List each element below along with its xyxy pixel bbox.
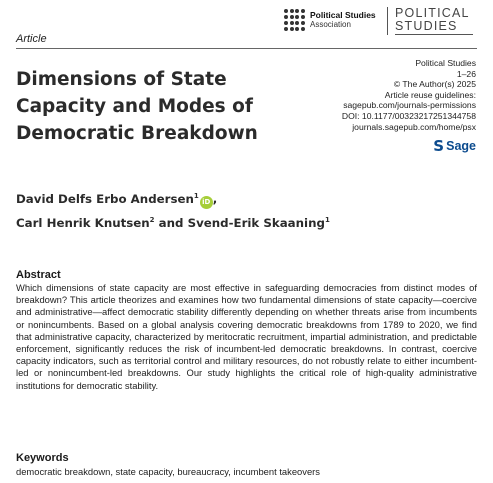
publisher-logo	[433, 137, 476, 155]
publisher-name: Sage	[446, 139, 476, 153]
header-divider	[16, 48, 477, 49]
association-name: Political Studies	[310, 10, 376, 20]
author-line-1: David Delfs Erbo Andersen$^1$iD ,	[16, 186, 330, 210]
orcid-icon[interactable]: iD	[200, 196, 213, 209]
article-type-label: Article	[16, 33, 47, 45]
meta-doi[interactable]: DOI: 10.1177/00323217251344758	[341, 110, 476, 121]
author-affiliation-mark: 1	[324, 215, 330, 224]
abstract-text: Which dimensions of state capacity are most effective in safeguarding democracies from distinct modes of breakdown? This article theorizes and examines how two fundamental dimensions of state capacity—coercive and administrative—affect democratic stability differently depending on whether threats arise from incumbents or nonincumbents. Based on a global analysis covering democratic breakdowns from 1789 to 2020, we find that administrative capacity, characterized by meritocratic recruitment, impartial administration, and predictable enforcement, significantly reduces the risk of incumbent-led democratic breakdowns. In contrast, coercive capacity indicators, such as territorial control and military resources, do not robustly relate to either incumbent-led or nonincumbent-led breakdowns. Our study highlights the critical role of high-quality administrative institutions for democratic stability.	[16, 282, 477, 391]
keywords-heading: Keywords	[16, 452, 69, 464]
keywords-text: democratic breakdown, state capacity, bureaucracy, incumbent takeovers	[16, 466, 320, 477]
author-name[interactable]: Svend-Erik Skaaning	[187, 215, 325, 230]
meta-journal: Political Studies	[415, 58, 476, 68]
author-name[interactable]: David Delfs Erbo Andersen	[16, 191, 194, 206]
author-line-2: Carl Henrik Knutsen$^2$ and Svend-Erik Skaaning$^1$	[16, 215, 330, 230]
meta-pages: 1–26	[456, 68, 476, 79]
meta-reuse-link[interactable]: sagepub.com/journals-permissions	[343, 100, 476, 111]
abstract-heading: Abstract	[16, 269, 61, 281]
logo-divider	[387, 7, 388, 35]
meta-journal-link[interactable]: journals.sagepub.com/home/psx	[352, 121, 476, 132]
dot-grid-logo-icon	[284, 9, 306, 31]
journal-wordmark-line1: POLITICAL	[395, 6, 470, 20]
meta-copyright: © The Author(s) 2025	[393, 79, 476, 90]
author-name[interactable]: Carl Henrik Knutsen	[16, 215, 150, 230]
association-sub: Association	[310, 20, 351, 29]
journal-wordmark	[395, 7, 473, 35]
author-affiliation-mark: 1	[193, 192, 199, 200]
sage-s-icon: S	[433, 137, 445, 155]
author-list	[16, 186, 330, 234]
author-affiliation-mark: 2	[149, 215, 155, 224]
publication-meta	[342, 58, 476, 132]
journal-wordmark-line2: STUDIES	[395, 19, 458, 33]
meta-reuse-label: Article reuse guidelines:	[384, 89, 476, 100]
article-title: Dimensions of State Capacity and Modes of Democratic Breakdown	[16, 69, 258, 144]
association-logo	[284, 9, 376, 31]
